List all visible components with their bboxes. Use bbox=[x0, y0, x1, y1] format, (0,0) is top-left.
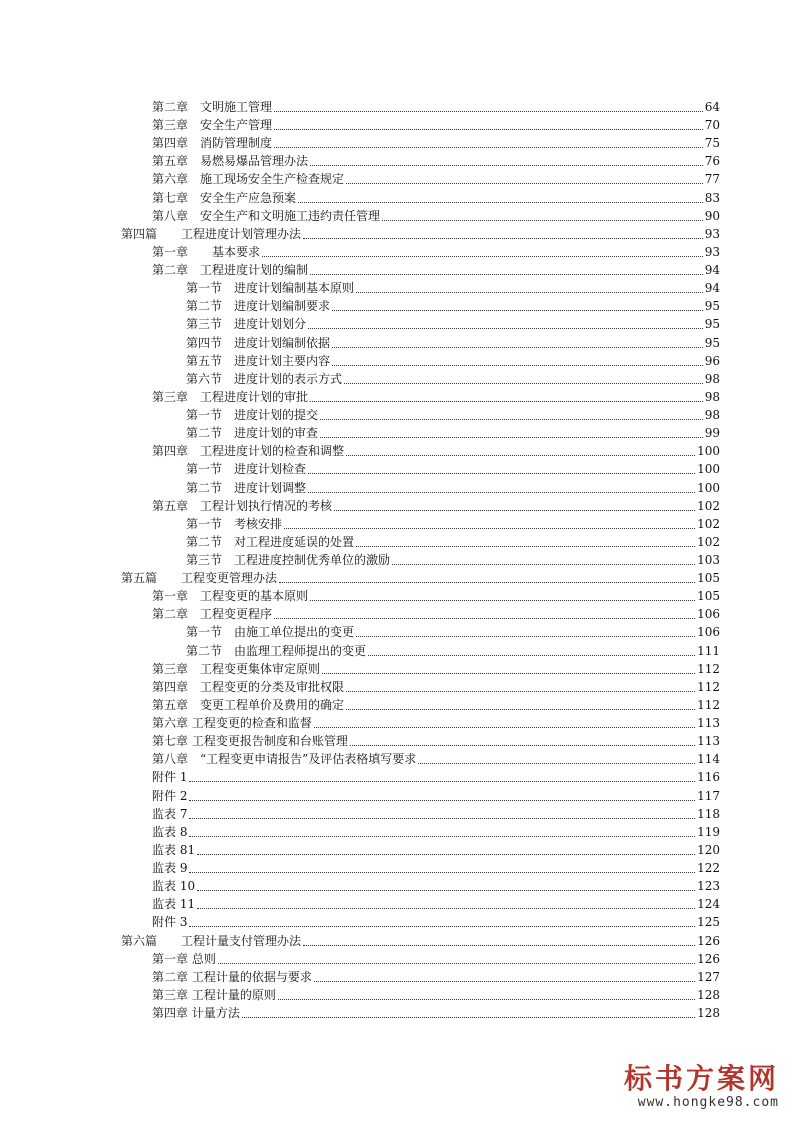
toc-entry-label: 第二章 工程进度计划的编制 bbox=[152, 263, 309, 278]
toc-entry-chapter[interactable] bbox=[152, 496, 720, 514]
toc-entry-section[interactable] bbox=[186, 641, 720, 659]
toc-entry-section[interactable] bbox=[186, 459, 720, 477]
toc-entry-chapter[interactable] bbox=[152, 786, 720, 804]
toc-entry-page: 105 bbox=[697, 589, 720, 604]
toc-entry-label: 第二章 工程变更程序 bbox=[152, 607, 273, 622]
watermark-logo bbox=[624, 1057, 779, 1110]
toc-entry-page: 98 bbox=[704, 408, 720, 423]
toc-entry-page: 122 bbox=[697, 861, 720, 876]
toc-entry-page: 102 bbox=[697, 516, 720, 531]
toc-entry-label: 第一章 总则 bbox=[152, 951, 216, 966]
toc-dot-leader bbox=[368, 655, 695, 656]
toc-entry-label: 第八章 “工程变更申请报告”及评估表格填写要求 bbox=[152, 752, 417, 767]
toc-entry-label: 第六节 进度计划的表示方式 bbox=[186, 371, 343, 386]
toc-dot-leader bbox=[310, 274, 703, 275]
toc-entry-chapter[interactable] bbox=[152, 840, 720, 858]
toc-entry-chapter[interactable] bbox=[152, 151, 720, 169]
toc-entry-chapter[interactable] bbox=[152, 804, 720, 822]
toc-entry-label: 监表 81 bbox=[152, 842, 196, 857]
toc-entry-label: 第三节 工程进度控制优秀单位的激励 bbox=[186, 553, 391, 567]
toc-dot-leader bbox=[274, 618, 695, 619]
toc-entry-label: 第三章 工程变更集体审定原则 bbox=[152, 661, 321, 676]
toc-entry-label: 第二章 工程计量的依据与要求 bbox=[152, 969, 312, 984]
toc-dot-leader bbox=[189, 818, 695, 819]
toc-dot-leader bbox=[346, 691, 695, 692]
toc-entry-label: 第四节 进度计划编制依据 bbox=[186, 335, 331, 350]
toc-entry-page: 83 bbox=[704, 190, 720, 205]
toc-entry-page: 124 bbox=[697, 897, 720, 912]
toc-entry-page: 105 bbox=[697, 571, 720, 586]
toc-entry-label: 第三章 工程进度计划的审批 bbox=[152, 389, 309, 404]
toc-dot-leader bbox=[189, 800, 695, 801]
toc-entry-label: 第二节 进度计划编制要求 bbox=[186, 299, 331, 314]
toc-entry-page: 64 bbox=[704, 100, 720, 114]
toc-entry-chapter[interactable] bbox=[152, 949, 720, 967]
toc-entry-chapter[interactable] bbox=[152, 206, 720, 224]
toc-entry-chapter[interactable] bbox=[152, 659, 720, 677]
toc-dot-leader bbox=[332, 310, 703, 311]
toc-entry-section[interactable] bbox=[186, 550, 720, 568]
toc-entry-page: 128 bbox=[697, 1006, 720, 1020]
toc-entry-page: 96 bbox=[704, 353, 720, 368]
toc-entry-page: 95 bbox=[704, 317, 720, 332]
toc-entry-chapter[interactable] bbox=[152, 441, 720, 459]
toc-entry-label: 监表 10 bbox=[152, 879, 196, 894]
toc-entry-section[interactable] bbox=[186, 423, 720, 441]
toc-entry-page: 116 bbox=[697, 770, 720, 785]
toc-entry-page: 103 bbox=[697, 553, 720, 567]
toc-entry-label: 第一节 由施工单位提出的变更 bbox=[186, 625, 355, 640]
toc-dot-leader bbox=[322, 673, 695, 674]
toc-entry-label: 附件 3 bbox=[152, 915, 188, 930]
toc-entry-page: 119 bbox=[697, 824, 720, 839]
toc-entry-chapter[interactable] bbox=[152, 133, 720, 151]
toc-entry-label: 附件 2 bbox=[152, 788, 188, 803]
toc-entry-page: 112 bbox=[697, 661, 720, 676]
toc-dot-leader bbox=[308, 473, 695, 474]
toc-dot-leader bbox=[334, 510, 695, 511]
toc-dot-leader bbox=[332, 347, 703, 348]
toc-entry-chapter[interactable] bbox=[152, 876, 720, 894]
toc-dot-leader bbox=[346, 709, 695, 710]
toc-dot-leader bbox=[382, 220, 703, 221]
toc-entry-page: 75 bbox=[704, 136, 720, 151]
toc-dot-leader bbox=[278, 999, 695, 1000]
toc-entry-page: 93 bbox=[704, 226, 720, 241]
toc-entry-label: 第六章 工程变更的检查和监督 bbox=[152, 716, 312, 731]
toc-entry-chapter[interactable] bbox=[152, 912, 720, 930]
toc-entry-section[interactable] bbox=[186, 514, 720, 532]
toc-entry-page: 93 bbox=[704, 244, 720, 259]
toc-entry-section[interactable] bbox=[186, 351, 720, 369]
toc-entry-page: 118 bbox=[697, 806, 720, 821]
toc-entry-label: 第七章 工程变更报告制度和台账管理 bbox=[152, 734, 348, 749]
toc-entry-chapter[interactable] bbox=[152, 677, 720, 695]
toc-dot-leader bbox=[392, 564, 695, 565]
toc-entry-label: 第二节 对工程进度延误的处置 bbox=[186, 534, 355, 549]
toc-entry-chapter[interactable] bbox=[152, 604, 720, 622]
toc-dot-leader bbox=[298, 202, 703, 203]
toc-dot-leader bbox=[332, 365, 703, 366]
toc-dot-leader bbox=[189, 926, 695, 927]
toc-entry-page: 102 bbox=[697, 534, 720, 549]
toc-entry-chapter[interactable] bbox=[152, 985, 720, 1003]
toc-dot-leader bbox=[356, 636, 695, 637]
toc-dot-leader bbox=[274, 129, 703, 130]
toc-entry-section[interactable] bbox=[186, 532, 720, 550]
toc-dot-leader bbox=[310, 165, 703, 166]
toc-entry-page: 106 bbox=[697, 625, 720, 640]
toc-entry-label: 第四章 消防管理制度 bbox=[152, 136, 273, 151]
toc-entry-label: 监表 8 bbox=[152, 824, 188, 839]
toc-entry-page: 76 bbox=[704, 154, 720, 169]
toc-dot-leader bbox=[284, 528, 695, 529]
toc-dot-leader bbox=[346, 183, 703, 184]
toc-entry-section[interactable] bbox=[186, 622, 720, 640]
toc-entry-chapter[interactable] bbox=[152, 1003, 720, 1021]
toc-entry-page: 114 bbox=[697, 752, 720, 767]
toc-entry-label: 监表 7 bbox=[152, 806, 188, 821]
toc-dot-leader bbox=[346, 455, 695, 456]
toc-entry-label: 第二节 进度计划的审查 bbox=[186, 426, 319, 441]
toc-entry-label: 第八章 安全生产和文明施工违约责任管理 bbox=[152, 208, 381, 223]
toc-entry-chapter[interactable] bbox=[152, 967, 720, 985]
toc-entry-section[interactable] bbox=[186, 369, 720, 387]
toc-entry-section[interactable] bbox=[186, 314, 720, 332]
toc-entry-label: 第五节 进度计划主要内容 bbox=[186, 353, 331, 368]
toc-entry-chapter[interactable] bbox=[152, 695, 720, 713]
toc-entry-part[interactable] bbox=[121, 568, 720, 586]
toc-entry-chapter[interactable] bbox=[152, 260, 720, 278]
toc-entry-chapter[interactable] bbox=[152, 858, 720, 876]
toc-dot-leader bbox=[197, 890, 695, 891]
toc-dot-leader bbox=[303, 238, 703, 239]
toc-entry-page: 100 bbox=[697, 480, 720, 495]
toc-entry-page: 126 bbox=[697, 951, 720, 966]
toc-dot-leader bbox=[320, 437, 703, 438]
toc-entry-label: 监表 9 bbox=[152, 861, 188, 876]
toc-dot-leader bbox=[418, 763, 695, 764]
toc-dot-leader bbox=[262, 256, 703, 257]
toc-dot-leader bbox=[356, 546, 695, 547]
toc-entry-chapter[interactable] bbox=[152, 586, 720, 604]
toc-entry-label: 附件 1 bbox=[152, 770, 188, 785]
toc-entry-chapter[interactable] bbox=[152, 767, 720, 785]
toc-dot-leader bbox=[308, 328, 703, 329]
toc-entry-page: 98 bbox=[704, 389, 720, 404]
toc-entry-chapter[interactable] bbox=[152, 822, 720, 840]
toc-entry-chapter[interactable] bbox=[152, 731, 720, 749]
toc-entry-label: 第五章 易燃易爆品管理办法 bbox=[152, 154, 309, 169]
toc-entry-page: 113 bbox=[697, 734, 720, 749]
toc-entry-page: 111 bbox=[697, 643, 720, 658]
toc-entry-page: 94 bbox=[704, 281, 720, 296]
toc-entry-label: 监表 11 bbox=[152, 897, 196, 912]
toc-entry-label: 第四章 工程进度计划的检查和调整 bbox=[152, 444, 345, 459]
toc-dot-leader bbox=[189, 836, 695, 837]
toc-entry-label: 第一章 工程变更的基本原则 bbox=[152, 589, 309, 604]
toc-dot-leader bbox=[274, 111, 703, 112]
toc-entry-page: 70 bbox=[704, 118, 720, 133]
toc-entry-page: 102 bbox=[697, 498, 720, 513]
toc-entry-label: 第四篇 工程进度计划管理办法 bbox=[121, 226, 302, 241]
toc-entry-page: 112 bbox=[697, 679, 720, 694]
toc-entry-label: 第二节 由监理工程师提出的变更 bbox=[186, 643, 367, 658]
toc-dot-leader bbox=[344, 383, 703, 384]
toc-entry-page: 125 bbox=[697, 915, 720, 930]
toc-entry-label: 第四章 计量方法 bbox=[152, 1006, 240, 1020]
watermark-url: www.hongke98.com bbox=[637, 1095, 779, 1110]
toc-entry-page: 112 bbox=[697, 697, 720, 712]
toc-entry-page: 77 bbox=[704, 172, 720, 187]
toc-entry-part[interactable] bbox=[121, 931, 720, 949]
toc-dot-leader bbox=[350, 745, 695, 746]
toc-entry-label: 第一节 进度计划编制基本原则 bbox=[186, 281, 355, 296]
toc-entry-section[interactable] bbox=[186, 478, 720, 496]
toc-entry-chapter[interactable] bbox=[152, 894, 720, 912]
toc-entry-label: 第一章 基本要求 bbox=[152, 244, 261, 259]
toc-entry-page: 98 bbox=[704, 371, 720, 386]
toc-entry-label: 第六篇 工程计量支付管理办法 bbox=[121, 933, 302, 948]
toc-entry-page: 123 bbox=[697, 879, 720, 894]
toc-dot-leader bbox=[242, 1017, 695, 1018]
toc-entry-label: 第一节 进度计划检查 bbox=[186, 462, 307, 477]
toc-entry-page: 127 bbox=[697, 969, 720, 984]
toc-entry-page: 106 bbox=[697, 607, 720, 622]
toc-entry-label: 第一节 考核安排 bbox=[186, 516, 283, 531]
toc-entry-section[interactable] bbox=[186, 296, 720, 314]
toc-entry-page: 128 bbox=[697, 987, 720, 1002]
toc-dot-leader bbox=[356, 292, 703, 293]
toc-dot-leader bbox=[314, 981, 695, 982]
toc-dot-leader bbox=[310, 401, 703, 402]
toc-entry-page: 95 bbox=[704, 335, 720, 350]
toc-entry-page: 120 bbox=[697, 842, 720, 857]
toc-dot-leader bbox=[310, 600, 695, 601]
toc-dot-leader bbox=[197, 908, 695, 909]
toc-entry-label: 第六章 施工现场安全生产检查规定 bbox=[152, 172, 345, 187]
toc-entry-chapter[interactable] bbox=[152, 242, 720, 260]
toc-dot-leader bbox=[197, 854, 695, 855]
toc-dot-leader bbox=[218, 963, 695, 964]
toc-dot-leader bbox=[314, 727, 695, 728]
toc-entry-label: 第七章 安全生产应急预案 bbox=[152, 190, 297, 205]
toc-entry-label: 第五篇 工程变更管理办法 bbox=[121, 571, 278, 586]
toc-entry-chapter[interactable] bbox=[152, 115, 720, 133]
toc-entry-chapter[interactable] bbox=[152, 713, 720, 731]
toc-entry-label: 第五章 变更工程单价及费用的确定 bbox=[152, 697, 345, 712]
toc-dot-leader bbox=[189, 781, 695, 782]
toc-entry-label: 第五章 工程计划执行情况的考核 bbox=[152, 498, 333, 513]
toc-entry-part[interactable] bbox=[121, 224, 720, 242]
toc-dot-leader bbox=[308, 492, 695, 493]
watermark-title: 标书方案网 bbox=[623, 1062, 779, 1095]
toc-entry-label: 第三章 安全生产管理 bbox=[152, 118, 273, 133]
toc-entry-chapter[interactable] bbox=[152, 188, 720, 206]
toc-dot-leader bbox=[320, 419, 703, 420]
toc-entry-page: 100 bbox=[697, 462, 720, 477]
toc-entry-chapter[interactable] bbox=[152, 387, 720, 405]
toc-entry-label: 第三节 进度计划划分 bbox=[186, 317, 307, 332]
toc-entry-page: 94 bbox=[704, 263, 720, 278]
toc-entry-chapter[interactable] bbox=[152, 749, 720, 767]
toc-entry-page: 126 bbox=[697, 933, 720, 948]
toc-dot-leader bbox=[303, 945, 695, 946]
toc-dot-leader bbox=[279, 582, 695, 583]
toc-entry-section[interactable] bbox=[186, 405, 720, 423]
toc-entry-page: 90 bbox=[704, 208, 720, 223]
toc-entry-label: 第二节 进度计划调整 bbox=[186, 480, 307, 495]
toc-entry-page: 99 bbox=[704, 426, 720, 441]
toc-entry-page: 117 bbox=[697, 788, 720, 803]
toc-entry-chapter[interactable] bbox=[152, 97, 720, 115]
toc-entry-label: 第四章 工程变更的分类及审批权限 bbox=[152, 679, 345, 694]
toc-entry-label: 第一节 进度计划的提交 bbox=[186, 408, 319, 423]
toc-dot-leader bbox=[274, 147, 703, 148]
toc-entry-section[interactable] bbox=[186, 333, 720, 351]
toc-entry-chapter[interactable] bbox=[152, 169, 720, 187]
toc-entry-label: 第二章 文明施工管理 bbox=[152, 100, 273, 114]
toc-entry-section[interactable] bbox=[186, 278, 720, 296]
toc-dot-leader bbox=[189, 872, 695, 873]
toc-entry-page: 95 bbox=[704, 299, 720, 314]
toc-entry-label: 第三章 工程计量的原则 bbox=[152, 987, 276, 1002]
toc-entry-page: 100 bbox=[697, 444, 720, 459]
toc-entry-page: 113 bbox=[697, 716, 720, 731]
